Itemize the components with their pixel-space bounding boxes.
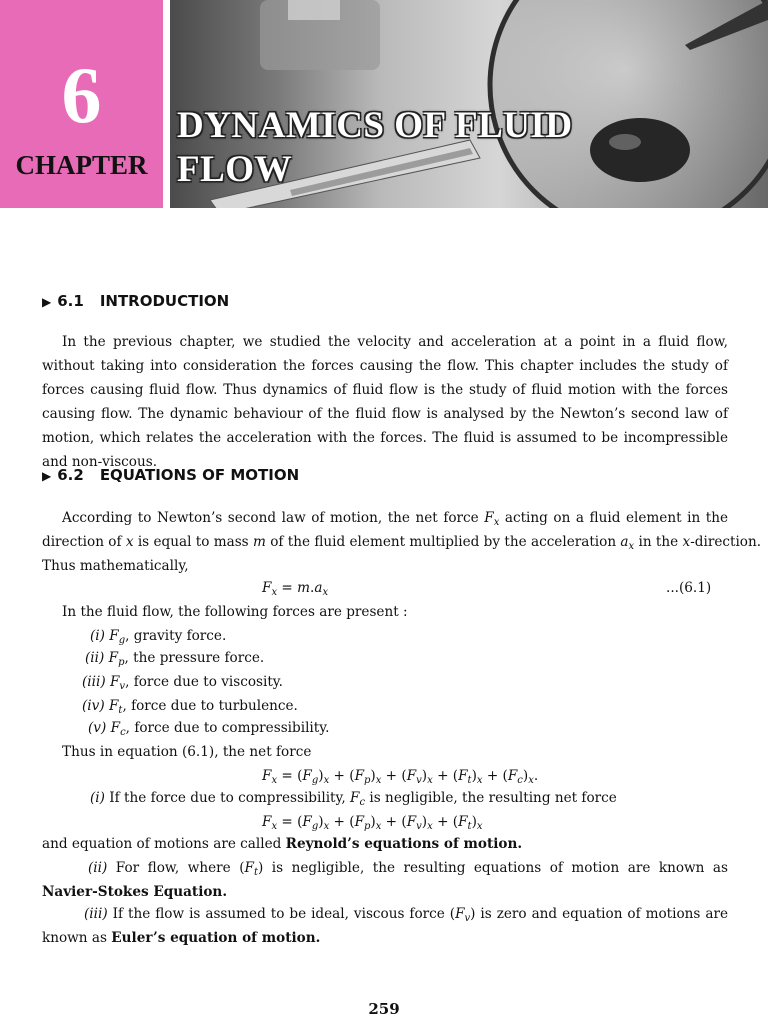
motion-text-line-1: According to Newton’s second law of motion, the net force $F_x$ acting on a fluid element in the — [62, 510, 729, 528]
section-heading-introduction — [42, 292, 229, 310]
euler-text: known as Euler’s equation of motion. — [42, 930, 321, 946]
section-arrow-icon: ▶ — [42, 469, 52, 483]
section-title: INTRODUCTION — [99, 292, 230, 310]
chapter-header — [0, 0, 768, 208]
section-number: 6.1 — [57, 292, 84, 310]
forces-intro: In the fluid flow, the following forces are present : — [62, 604, 408, 620]
motion-text-line-2: direction of x is equal to mass m of the fluid element multiplied by the acceleration $a_x$ in the x-direction. — [42, 534, 762, 552]
case-iii-text: (iii) If the flow is assumed to be ideal, viscous force $(F_v)$ is zero and equation of motions are — [84, 906, 729, 924]
reynolds-text: and equation of motions are called Reynold’s equations of motion. — [42, 836, 523, 852]
chapter-label: CHAPTER — [15, 150, 148, 180]
force-item: (iv) $F_t$, force due to turbulence. — [82, 698, 298, 716]
page-number: 259 — [368, 1000, 400, 1018]
case-ii-text: (ii) For flow, where $(F_t)$ is negligible, the resulting equations of motion are known as — [88, 860, 729, 878]
chapter-title-line-1: DYNAMICS OF FLUID — [177, 105, 573, 146]
equation-number: ...(6.1) — [666, 580, 712, 596]
force-item: (i) $F_g$, gravity force. — [90, 628, 227, 646]
section-title: EQUATIONS OF MOTION — [99, 466, 300, 484]
intro-paragraph: In the previous chapter, we studied the velocity and acceleration at a point in a fluid flow, without taking into consideration the forces causing the flow. This chapter includes the study of forces causing fluid flow. Thus dynamics of fluid flow is the study of fluid motion with the forces causing flow. The dynamic behaviour of the fluid flow is analysed by the Newton’s second law of motion, which relates the acceleration with the forces. The fluid is assumed to be incompressible and non-viscous. — [42, 334, 728, 470]
motion-text-line-3: Thus mathematically, — [42, 558, 189, 574]
net-force-intro: Thus in equation (6.1), the net force — [62, 744, 312, 760]
force-item: (v) $F_c$, force due to compressibility. — [88, 720, 330, 738]
section-arrow-icon: ▶ — [42, 295, 52, 309]
navier-stokes-text: Navier-Stokes Equation. — [42, 884, 228, 900]
force-item: (ii) $F_p$, the pressure force. — [85, 650, 265, 668]
section-heading-equations-of-motion — [42, 466, 299, 484]
case-i-text: (i) If the force due to compressibility, $F_c$ is negligible, the resulting net force — [90, 790, 617, 808]
force-item: (iii) $F_v$, force due to viscosity. — [82, 674, 283, 692]
equation-reynolds: $F_x = (F_g)_x + (F_p)_x + (F_v)_x + (F_t)_x$ — [262, 814, 483, 832]
section-number: 6.2 — [57, 466, 84, 484]
chapter-title-line-2: FLOW — [177, 149, 293, 190]
equation-6-1: $F_x = m.a_x$ — [262, 580, 329, 598]
chapter-number: 6 — [61, 52, 102, 140]
equation-net-force: $F_x = (F_g)_x + (F_p)_x + (F_v)_x + (F_t)_x + (F_c)_x$. — [262, 768, 539, 786]
